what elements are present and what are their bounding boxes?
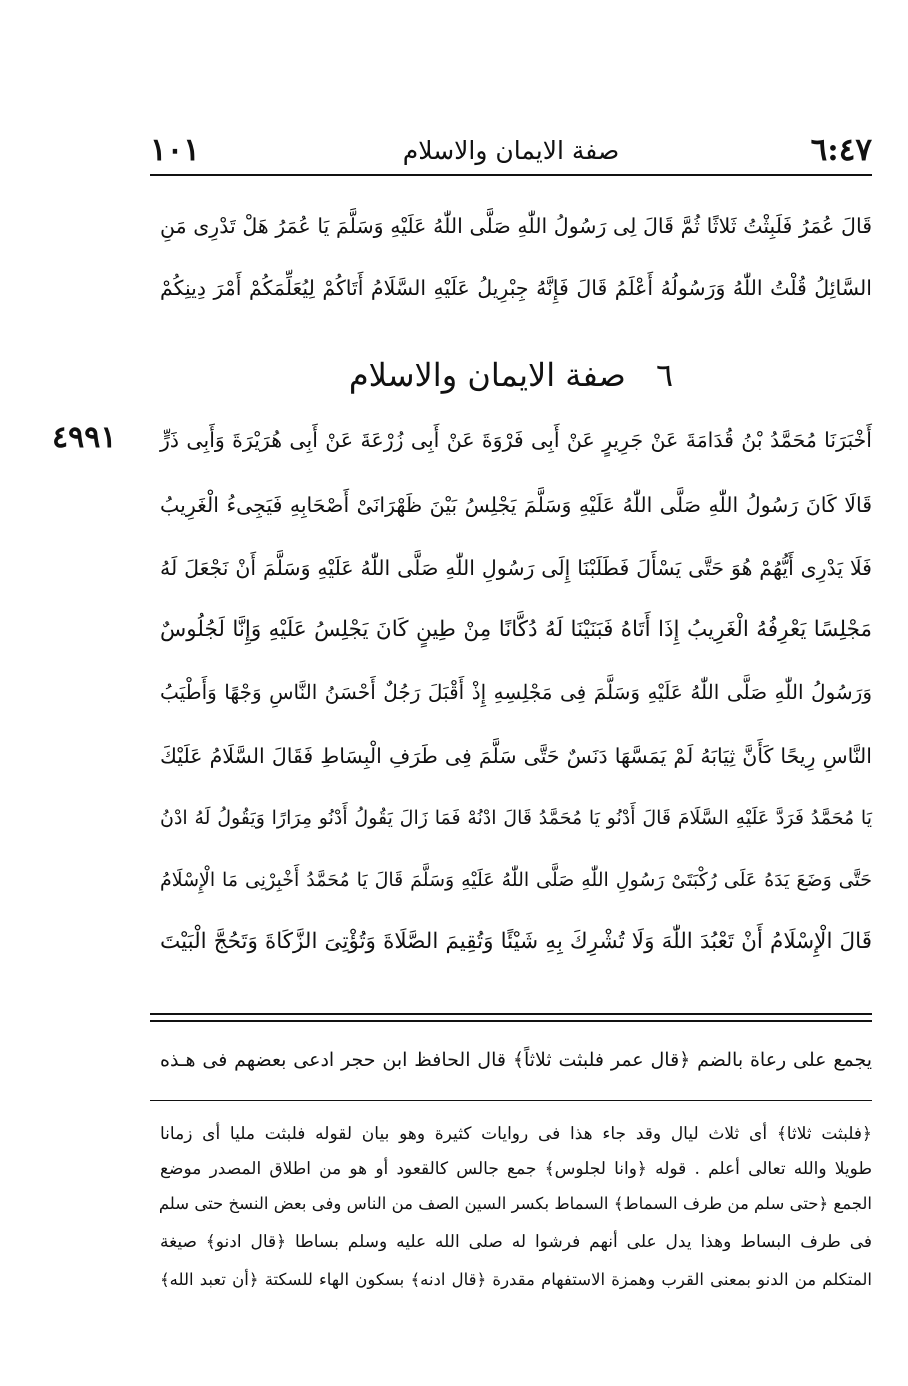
- running-head: [150, 128, 872, 172]
- footnote-line: فى طرف البساط وهذا يدل على أنهم فرشوا له صلى الله عليه وسلم بساطا ﴿قال ادنو﴾ صيغة: [160, 1232, 872, 1252]
- chapter-number: ٦: [655, 356, 674, 394]
- hadith-line: أَخْبَرَنَا مُحَمَّدُ بْنُ قُدَامَةَ عَنْ جَرِيرٍ عَنْ أَبِى فَرْوَةَ عَنْ أَبِى زُرْعَةَ عَنْ أَبِى هُرَيْرَةَ وَأَبِى ذَرٍّ: [160, 428, 872, 452]
- hadith-line: وَرَسُولُ اللّٰهِ صَلَّى اللّٰهُ عَلَيْهِ وَسَلَّمَ فِى مَجْلِسِهِ إِذْ أَقْبَلَ رَجُلٌ أَحْسَنُ النَّاسِ وَجْهًا وَأَطْيَبُ: [160, 680, 872, 704]
- footnote-line: الجمع ﴿حتى سلم من طرف السماط﴾ السماط بكسر السين الصف من الناس وفى بعض النسخ حتى سلم: [158, 1194, 872, 1213]
- footnote-line: طويلا والله تعالى أعلم . قوله ﴿وانا لجلوس﴾ جمع جالس كالقعود أو هو من اطلاق المصدر موضع: [160, 1159, 872, 1179]
- chapter-reference: ٦:٤٧: [810, 132, 872, 168]
- footnote-line: المتكلم من الدنو بمعنى القرب وهمزة الاستفهام مقدرة ﴿قال ادنه﴾ بسكون الهاء للسكتة ﴿أن تعبد الله﴾: [160, 1270, 872, 1289]
- hadith-line: مَجْلِسًا يَعْرِفُهُ الْغَرِيبُ إِذَا أَتَاهُ فَبَنَيْنَا لَهُ دُكَّانًا مِنْ طِينٍ كَانَ يَجْلِسُ عَلَيْهِ وَإِنَّا لَجُلُوسٌ: [160, 617, 872, 642]
- hadith-line: قَالَ الْإِسْلَامُ أَنْ تَعْبُدَ اللّٰهَ وَلَا تُشْرِكَ بِهِ شَيْئًا وَتُقِيمَ الصَّلَاةَ وَتُؤْتِىَ الزَّكَاةَ وَتَحُجَّ الْبَيْتَ: [160, 929, 872, 954]
- page-number: ١٠١: [150, 132, 200, 168]
- chapter-title: صفة الايمان والاسلام: [348, 356, 626, 394]
- hadith-line: فَلَا يَدْرِى أَيُّهُمْ هُوَ حَتَّى يَسْأَلَ فَطَلَبْنَا إِلَى رَسُولِ اللّٰهِ صَلَّى اللّٰهُ عَلَيْهِ وَسَلَّمَ أَنْ نَجْعَلَ لَهُ: [160, 556, 872, 580]
- hadith-line: قَالَا كَانَ رَسُولُ اللّٰهِ صَلَّى اللّٰهُ عَلَيْهِ وَسَلَّمَ يَجْلِسُ بَيْنَ ظَهْرَانَىْ أَصْحَابِهِ فَيَجِىءُ الْغَرِيبُ: [160, 493, 872, 517]
- chapter-heading: [150, 356, 872, 394]
- footnote-line: ﴿فلبثت ثلاثا﴾ أى ثلاث ليال وقد جاء هذا فى روايات كثيرة وهو بيان لقوله فلبثت مليا أى زمانا: [160, 1124, 872, 1144]
- text-line: قَالَ عُمَرُ فَلَبِثْتُ ثَلاثًا ثُمَّ قَالَ لِى رَسُولُ اللّٰهِ صَلَّى اللّٰهُ عَلَيْهِ وَسَلَّمَ يَا عُمَرُ هَلْ تَدْرِى مَنِ: [160, 214, 872, 238]
- separator-rule: [150, 1020, 872, 1022]
- hadith-line: يَا مُحَمَّدُ فَرَدَّ عَلَيْهِ السَّلَامَ قَالَ أَدْنُو يَا مُحَمَّدُ قَالَ ادْنُهْ فَمَا زَالَ يَقُولُ أَدْنُو مِرَارًا وَيَقُولُ لَهُ ادْنُ: [160, 807, 872, 829]
- running-title: صفة الايمان والاسلام: [402, 136, 620, 165]
- header-rule: [150, 174, 872, 176]
- hadith-number: ٤٩٩١: [52, 420, 117, 455]
- text-line: السَّائِلُ قُلْتُ اللّٰهُ وَرَسُولُهُ أَعْلَمُ قَالَ فَإِنَّهُ جِبْرِيلُ عَلَيْهِ السَّلَامُ أَتَاكُمْ لِيُعَلِّمَكُمْ أَمْرَ دِينِكُمْ: [160, 276, 872, 300]
- hadith-line: حَتَّى وَضَعَ يَدَهُ عَلَى رُكْبَتَىْ رَسُولِ اللّٰهِ صَلَّى اللّٰهُ عَلَيْهِ وَسَلَّمَ قَالَ يَا مُحَمَّدُ أَخْبِرْنِى مَا الْإِسْلَامُ: [160, 869, 872, 891]
- commentary-line: يجمع على رعاة بالضم ﴿قال عمر فلبثت ثلاثاً﴾ قال الحافظ ابن حجر ادعى بعضهم فى هـذه: [160, 1049, 872, 1071]
- hadith-line: النَّاسِ رِيحًا كَأَنَّ ثِيَابَهُ لَمْ يَمَسَّهَا دَنَسٌ حَتَّى سَلَّمَ فِى طَرَفِ الْبِسَاطِ فَقَالَ السَّلَامُ عَلَيْكَ: [160, 744, 872, 768]
- separator-rule: [150, 1013, 872, 1015]
- footnote-rule: [150, 1100, 872, 1101]
